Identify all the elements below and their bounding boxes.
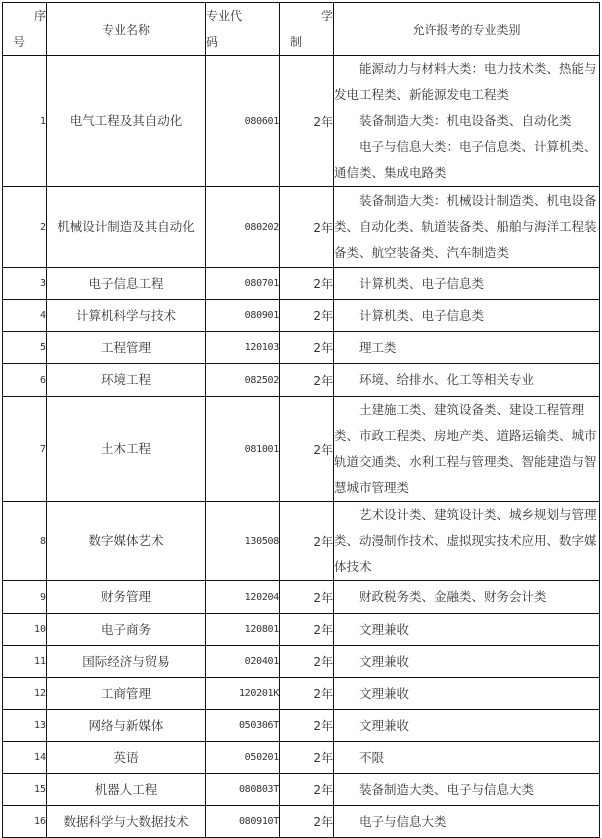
allowed-categories-cell: [334, 268, 600, 300]
table-body: [3, 56, 600, 838]
allowed-categories-cell: [334, 774, 600, 806]
major-name-cell: 电气工程及其自动化: [47, 56, 206, 187]
study-length-cell: 2年: [280, 397, 334, 502]
study-length-cell: 2年: [280, 268, 334, 300]
study-length-cell: 2年: [280, 614, 334, 646]
major-code-cell: 120204: [206, 581, 280, 614]
major-code-cell: 081001: [206, 397, 280, 502]
allowed-category-paragraph: 能源动力与材料大类：电力技术类、热能与发电工程类、新能源发电工程类: [334, 61, 597, 102]
major-code-cell: 080901: [206, 300, 280, 332]
major-code-cell: 120103: [206, 332, 280, 364]
study-length-cell: 2年: [280, 806, 334, 838]
study-length-cell: 2年: [280, 581, 334, 614]
study-length-cell: 2年: [280, 502, 334, 581]
study-length-cell: 2年: [280, 56, 334, 187]
allowed-category-paragraph: 不限: [359, 749, 385, 765]
allowed-categories-cell: [334, 332, 600, 364]
serial-number-cell: 1: [3, 56, 47, 187]
serial-number-cell: 12: [3, 678, 47, 710]
major-name-cell: 电子商务: [47, 614, 206, 646]
serial-number-cell: 5: [3, 332, 47, 364]
major-code-cell: 080701: [206, 268, 280, 300]
serial-number-cell: 3: [3, 268, 47, 300]
major-name-cell: 土木工程: [47, 397, 206, 502]
table-row: [3, 300, 600, 332]
allowed-category-paragraph: 文理兼收: [359, 653, 410, 669]
allowed-category-paragraph: 环境、给排水、化工等相关专业: [359, 372, 535, 387]
major-code-cell: 050201: [206, 742, 280, 774]
study-length-cell: 2年: [280, 364, 334, 397]
major-code-cell: 080910T: [206, 806, 280, 838]
serial-number-cell: 4: [3, 300, 47, 332]
allowed-category-paragraph: 装备制造大类：机电设备类、自动化类: [359, 113, 572, 128]
allowed-categories-cell: [334, 300, 600, 332]
header-allowed-categories: 允许报考的专业类别: [334, 3, 600, 56]
serial-number-cell: 2: [3, 187, 47, 268]
allowed-categories-cell: [334, 397, 600, 502]
study-length-cell: 2年: [280, 332, 334, 364]
table-row: [3, 614, 600, 646]
allowed-category-paragraph: 电子与信息大类: [359, 813, 447, 829]
table-row: [3, 742, 600, 774]
serial-number-cell: 10: [3, 614, 47, 646]
allowed-category-paragraph: 装备制造大类、电子与信息大类: [359, 781, 535, 797]
table-row: [3, 806, 600, 838]
major-code-cell: 050306T: [206, 710, 280, 742]
major-code-cell: 080202: [206, 187, 280, 268]
major-name-cell: 机器人工程: [47, 774, 206, 806]
major-name-cell: 英语: [47, 742, 206, 774]
header-serial-number: 序 号: [3, 3, 47, 56]
allowed-category-paragraph: 土建施工类、建筑设备类、建设工程管理类、市政工程类、房地产类、道路运输类、城市轨道交通类、水利工程与管理类、智能建造与智慧城市管理类: [334, 402, 597, 495]
allowed-category-paragraph: 理工类: [359, 339, 397, 355]
serial-number-cell: 15: [3, 774, 47, 806]
major-code-cell: 020401: [206, 646, 280, 678]
major-code-cell: 080601: [206, 56, 280, 187]
serial-number-cell: 13: [3, 710, 47, 742]
serial-number-cell: 6: [3, 364, 47, 397]
study-length-cell: 2年: [280, 710, 334, 742]
allowed-category-paragraph: 计算机类、电子信息类: [359, 307, 485, 323]
table-row: [3, 56, 600, 187]
header-major-name: 专业名称: [47, 3, 206, 56]
header-study-length: 学 制: [280, 3, 334, 56]
study-length-cell: 2年: [280, 187, 334, 268]
table-row: [3, 332, 600, 364]
allowed-category-paragraph: 电子与信息大类：电子信息类、计算机类、通信类、集成电路类: [334, 139, 597, 180]
serial-number-cell: 14: [3, 742, 47, 774]
allowed-category-paragraph: 财政税务类、金融类、财务会计类: [359, 589, 547, 604]
allowed-categories-cell: [334, 581, 600, 614]
major-name-cell: 工商管理: [47, 678, 206, 710]
study-length-cell: 2年: [280, 774, 334, 806]
table-row: [3, 710, 600, 742]
table-row: [3, 187, 600, 268]
major-name-cell: 数字媒体艺术: [47, 502, 206, 581]
table-row: [3, 502, 600, 581]
major-name-cell: 环境工程: [47, 364, 206, 397]
serial-number-cell: 8: [3, 502, 47, 581]
major-name-cell: 计算机科学与技术: [47, 300, 206, 332]
allowed-categories-cell: [334, 646, 600, 678]
majors-table: [2, 2, 600, 838]
allowed-categories-cell: [334, 56, 600, 187]
table-row: [3, 364, 600, 397]
major-code-cell: 130508: [206, 502, 280, 581]
allowed-category-paragraph: 艺术设计类、建筑设计类、城乡规划与管理类、动漫制作技术、虚拟现实技术应用、数字媒体技术: [334, 507, 597, 574]
allowed-categories-cell: [334, 614, 600, 646]
major-code-cell: 082502: [206, 364, 280, 397]
allowed-categories-cell: [334, 502, 600, 581]
major-name-cell: 网络与新媒体: [47, 710, 206, 742]
study-length-cell: 2年: [280, 678, 334, 710]
study-length-cell: 2年: [280, 646, 334, 678]
major-code-cell: 080803T: [206, 774, 280, 806]
study-length-cell: 2年: [280, 742, 334, 774]
major-name-cell: 工程管理: [47, 332, 206, 364]
major-name-cell: 数据科学与大数据技术: [47, 806, 206, 838]
header-major-code: 专业代 码: [206, 3, 280, 56]
allowed-category-paragraph: 文理兼收: [359, 621, 410, 637]
table-row: [3, 397, 600, 502]
allowed-category-paragraph: 装备制造大类：机械设计制造类、机电设备类、自动化类、轨道装备类、船舶与海洋工程装备类、航空装备类、汽车制造类: [334, 193, 597, 260]
allowed-categories-cell: [334, 678, 600, 710]
major-name-cell: 机械设计制造及其自动化: [47, 187, 206, 268]
major-name-cell: 财务管理: [47, 581, 206, 614]
table-row: [3, 581, 600, 614]
table-row: [3, 774, 600, 806]
allowed-categories-cell: [334, 187, 600, 268]
allowed-categories-cell: [334, 364, 600, 397]
table-row: [3, 678, 600, 710]
table-header-row: [3, 3, 600, 56]
serial-number-cell: 16: [3, 806, 47, 838]
allowed-categories-cell: [334, 806, 600, 838]
major-name-cell: 电子信息工程: [47, 268, 206, 300]
serial-number-cell: 9: [3, 581, 47, 614]
allowed-categories-cell: [334, 742, 600, 774]
allowed-category-paragraph: 计算机类、电子信息类: [359, 275, 485, 291]
major-code-cell: 120801: [206, 614, 280, 646]
major-name-cell: 国际经济与贸易: [47, 646, 206, 678]
serial-number-cell: 7: [3, 397, 47, 502]
allowed-category-paragraph: 文理兼收: [359, 685, 410, 701]
table-row: [3, 646, 600, 678]
table-row: [3, 268, 600, 300]
study-length-cell: 2年: [280, 300, 334, 332]
major-code-cell: 120201K: [206, 678, 280, 710]
allowed-category-paragraph: 文理兼收: [359, 717, 410, 733]
serial-number-cell: 11: [3, 646, 47, 678]
allowed-categories-cell: [334, 710, 600, 742]
